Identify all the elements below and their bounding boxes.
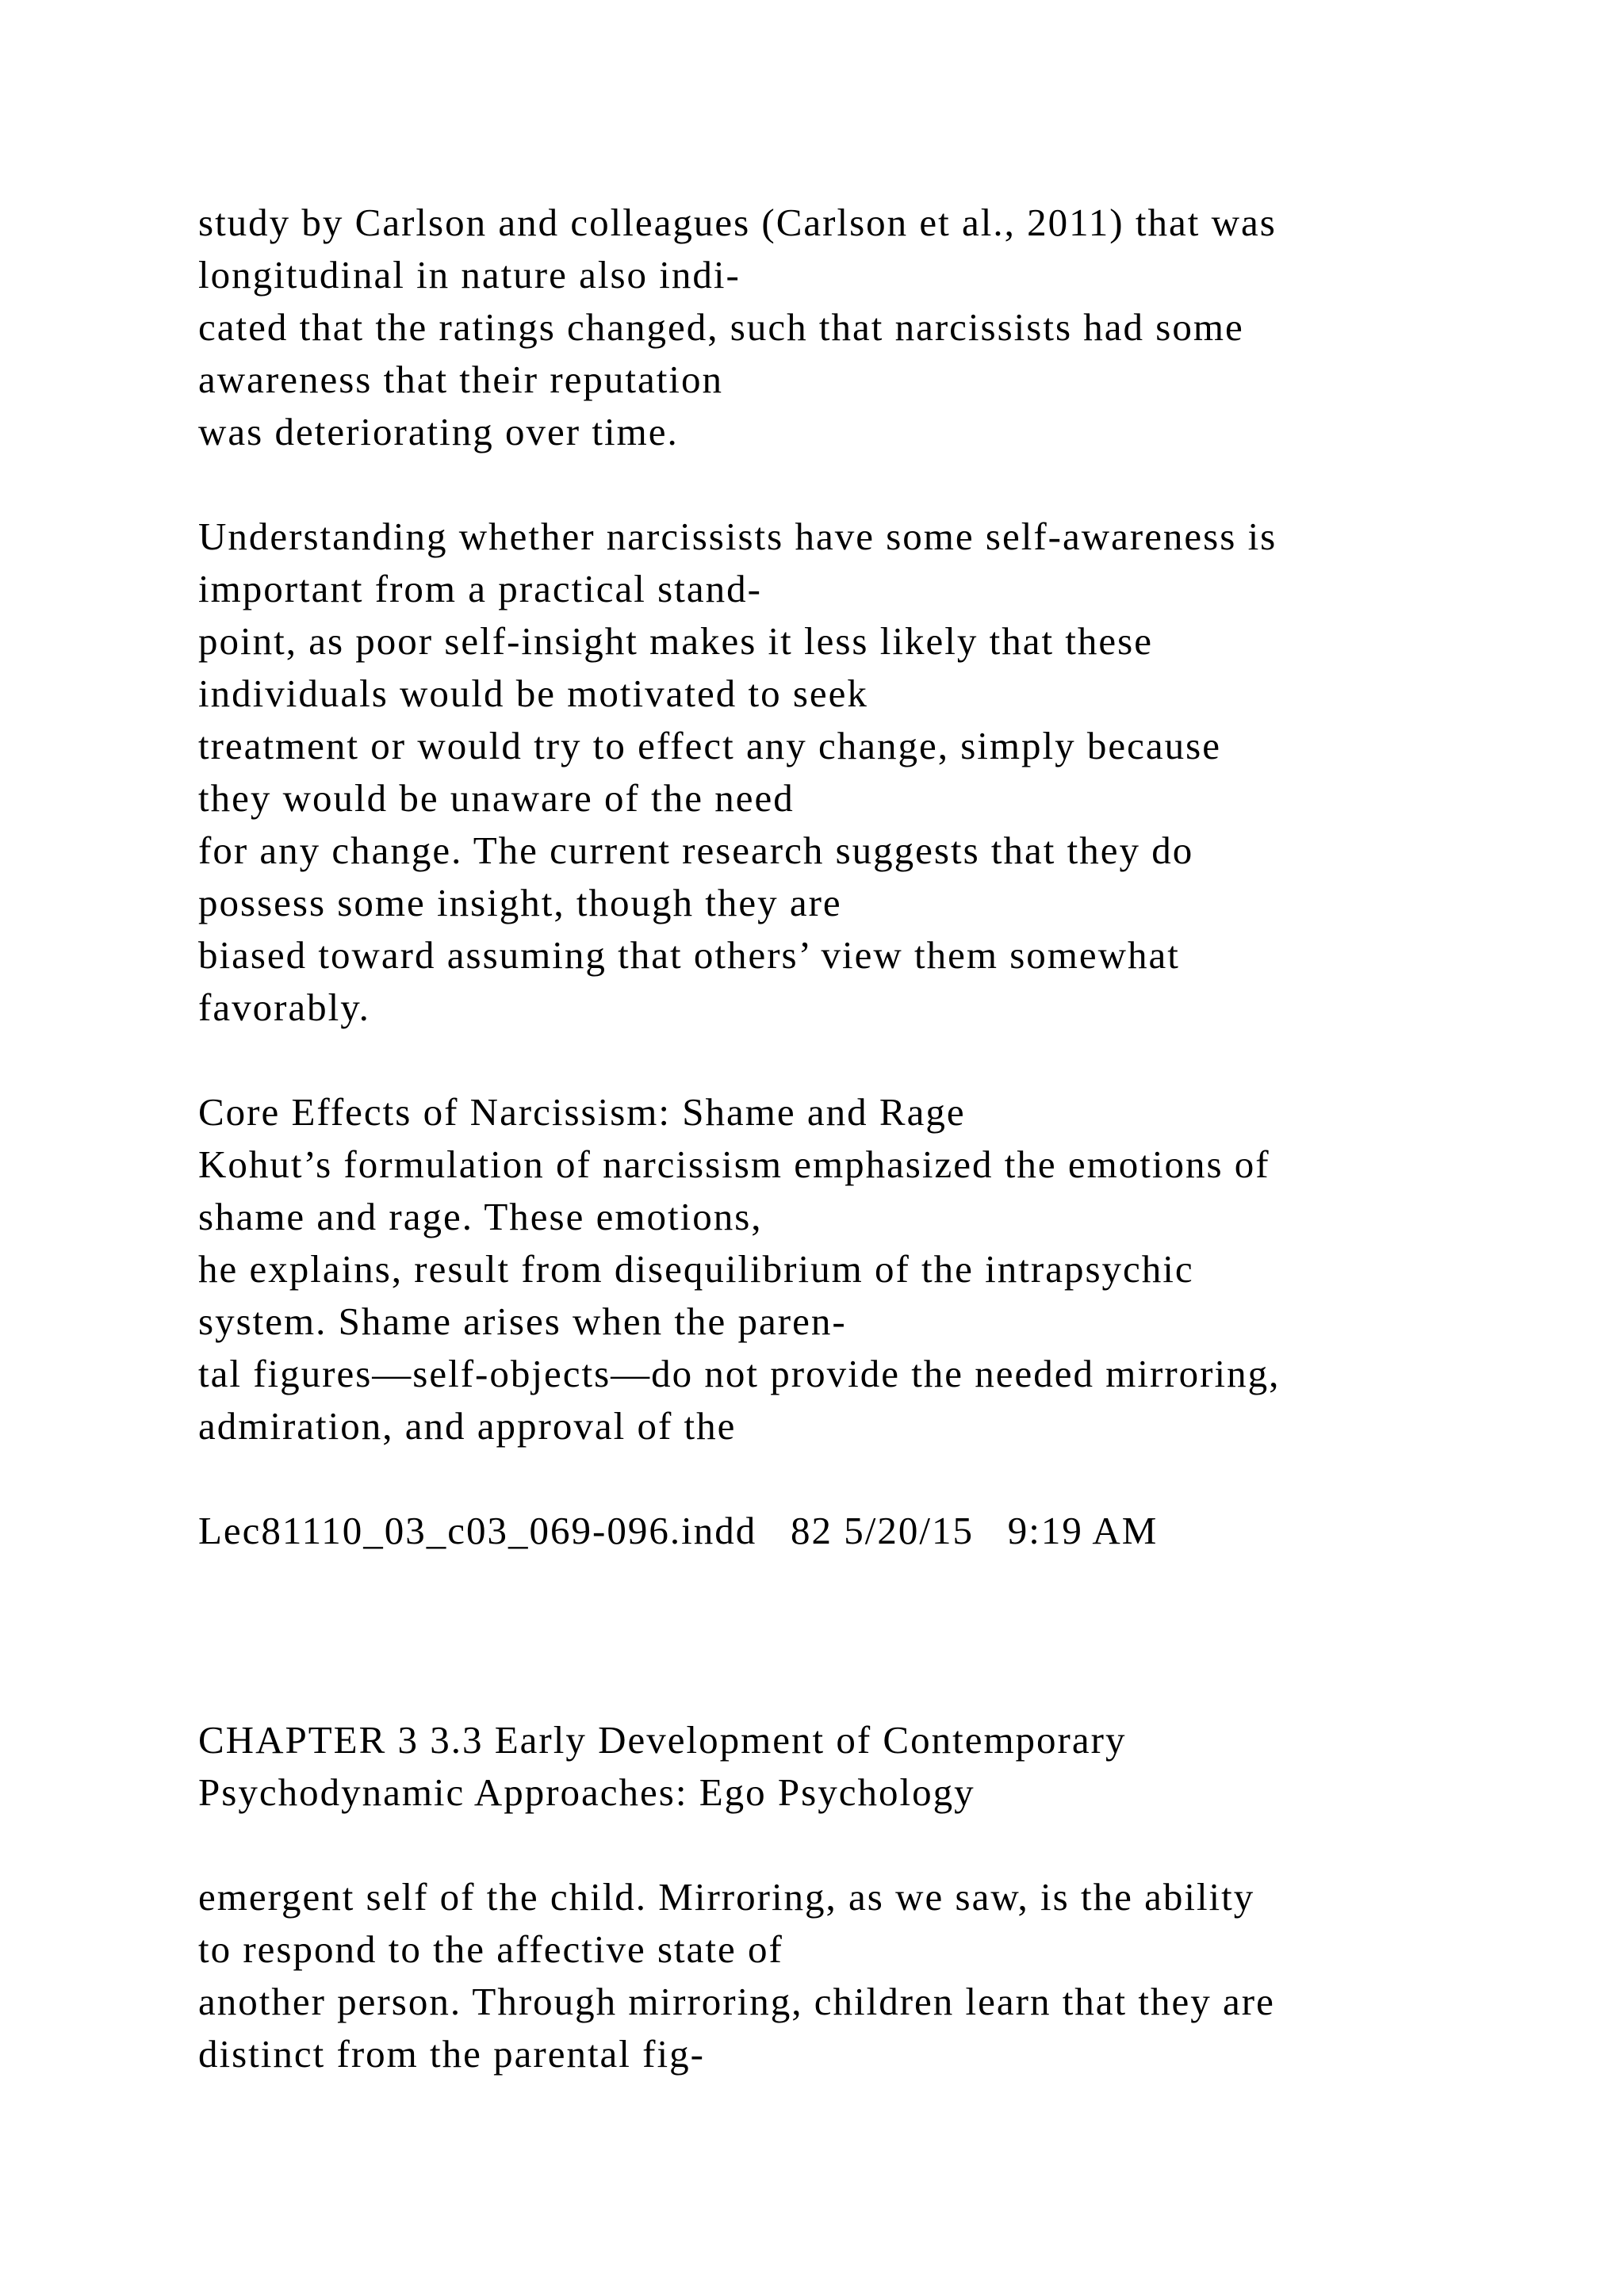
text-line: point, as poor self-insight makes it less likely that these	[198, 619, 1153, 663]
text-line: system. Shame arises when the paren-	[198, 1299, 847, 1343]
text-line: admiration, and approval of the	[198, 1404, 737, 1448]
running-head	[198, 1714, 1546, 1819]
paragraph-self-awareness	[198, 511, 1546, 1034]
section-heading: Core Effects of Narcissism: Shame and Rage	[198, 1090, 966, 1134]
paragraph-mirroring	[198, 1871, 1546, 2080]
text-line: biased toward assuming that others’ view them somewhat	[198, 933, 1180, 977]
text-line: tal figures—self-objects—do not provide the needed mirroring,	[198, 1352, 1281, 1395]
running-head-line: Psychodynamic Approaches: Ego Psychology	[198, 1770, 975, 1814]
text-line: distinct from the parental fig-	[198, 2032, 705, 2076]
paragraph-kohut	[198, 1138, 1546, 1452]
text-line: Kohut’s formulation of narcissism emphasized the emotions of	[198, 1142, 1270, 1186]
running-head-line: CHAPTER 3 3.3 Early Development of Contemporary	[198, 1718, 1127, 1762]
text-line: important from a practical stand-	[198, 567, 762, 610]
page-break-gap	[198, 1557, 1546, 1714]
blank-line	[198, 1034, 1546, 1086]
text-line: he explains, result from disequilibrium of the intrapsychic	[198, 1247, 1194, 1291]
text-line: awareness that their reputation	[198, 358, 724, 401]
text-line: treatment or would try to effect any change, simply because	[198, 724, 1221, 767]
text-line: was deteriorating over time.	[198, 410, 679, 453]
paragraph-carlson-study	[198, 197, 1546, 458]
text-line: longitudinal in nature also indi-	[198, 253, 741, 297]
blank-line	[198, 458, 1546, 511]
text-line: favorably.	[198, 985, 370, 1029]
text-line: individuals would be motivated to seek	[198, 672, 868, 715]
text-line: cated that the ratings changed, such that narcissists had some	[198, 305, 1244, 349]
document-text	[198, 197, 1546, 2080]
text-line: to respond to the affective state of	[198, 1927, 783, 1971]
footer-slug: Lec81110_03_c03_069-096.indd 82 5/20/15 9:19 AM	[198, 1509, 1159, 1552]
blank-line	[198, 1819, 1546, 1871]
text-line: emergent self of the child. Mirroring, as we saw, is the ability	[198, 1875, 1255, 1919]
text-line: another person. Through mirroring, children learn that they are	[198, 1980, 1275, 2023]
text-line: Understanding whether narcissists have some self-awareness is	[198, 515, 1277, 558]
text-line: possess some insight, though they are	[198, 881, 842, 924]
text-line: shame and rage. These emotions,	[198, 1195, 763, 1238]
text-line: they would be unaware of the need	[198, 776, 795, 820]
text-line: for any change. The current research suggests that they do	[198, 828, 1194, 872]
text-line: study by Carlson and colleagues (Carlson et al., 2011) that was	[198, 201, 1277, 244]
blank-line	[198, 1452, 1546, 1505]
